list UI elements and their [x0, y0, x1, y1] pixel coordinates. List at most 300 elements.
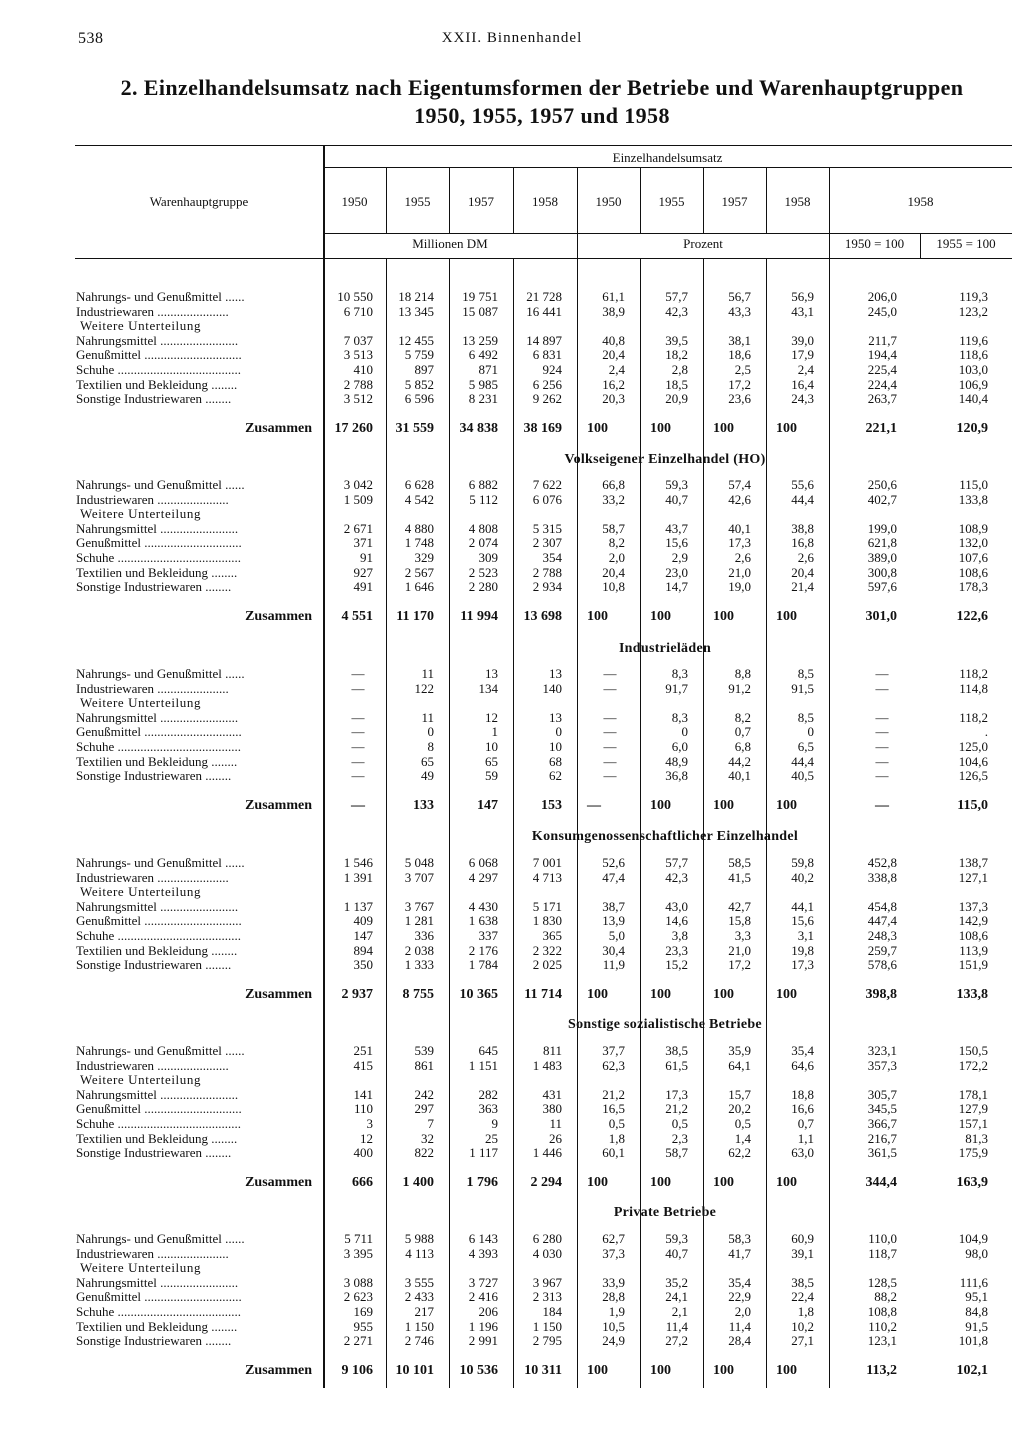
table-row [0, 754, 1024, 769]
table-cell: 2 074 [468, 535, 498, 551]
table-cell: 17,3 [665, 1086, 688, 1102]
table-cell: 3,1 [797, 928, 814, 943]
row-label: Weitere Unterteilung [80, 695, 202, 711]
total-cell: 100 [776, 609, 797, 624]
table-row [0, 1116, 1024, 1131]
table-cell: 39,1 [791, 1245, 814, 1261]
table-cell: 38,1 [728, 332, 751, 348]
table-cell: 118,7 [868, 1245, 897, 1261]
table-cell: 2,3 [671, 1130, 688, 1146]
table-cell: 447,4 [867, 913, 897, 929]
table-row [0, 550, 1024, 565]
total-cell: — [351, 798, 365, 813]
table-cell: 27,2 [665, 1333, 688, 1349]
table-cell: 3 395 [343, 1245, 373, 1261]
unit-millionen-dm: Millionen DM [412, 236, 488, 251]
table-cell: 64,6 [791, 1057, 814, 1073]
table-top-rule [75, 145, 1012, 146]
row-label: Textilien und Bekleidung ........ [76, 1130, 238, 1146]
table-cell: 0 [807, 724, 814, 740]
total-cell: 100 [713, 1363, 734, 1378]
table-cell: 44,4 [791, 753, 814, 769]
table-row [0, 739, 1024, 754]
table-cell: 1 646 [404, 579, 434, 595]
total-cell: — [875, 798, 889, 813]
table-cell: 13 259 [462, 332, 498, 348]
table-cell: — [351, 709, 365, 725]
table-cell: 178,3 [958, 579, 988, 595]
table-cell: 91,2 [728, 680, 751, 696]
table-cell: 8,3 [671, 709, 688, 725]
table-cell: 2 280 [468, 579, 498, 595]
total-cell: 8 755 [402, 987, 434, 1002]
row-label: Nahrungs- und Genußmittel ...... [76, 1231, 245, 1246]
table-cell: 35,4 [791, 1043, 814, 1058]
table-cell: 24,3 [791, 391, 814, 407]
row-label: Nahrungsmittel ........................ [76, 1086, 239, 1102]
table-cell: 1 117 [469, 1145, 498, 1161]
table-row [0, 391, 1024, 406]
table-cell: 4 808 [468, 520, 498, 536]
table-cell: 38,5 [791, 1274, 814, 1290]
table-cell: 822 [414, 1145, 434, 1161]
table-cell: 2 795 [532, 1333, 562, 1349]
table-cell: 56,9 [791, 289, 814, 304]
table-cell: 20,2 [728, 1101, 751, 1117]
table-row [0, 710, 1024, 725]
total-cell: 10 311 [524, 1363, 562, 1378]
table-row [0, 1275, 1024, 1290]
table-cell: 13 345 [398, 303, 434, 319]
table-cell: 58,7 [665, 1145, 688, 1161]
table-cell: 58,5 [728, 855, 751, 870]
table-cell: 10,8 [602, 579, 625, 595]
row-label: Textilien und Bekleidung ........ [76, 564, 238, 580]
row-label: Schuhe ...................................... [76, 739, 242, 754]
table-cell: 10 550 [337, 289, 373, 304]
table-cell: 4 030 [532, 1245, 562, 1261]
total-cell: 344,4 [865, 1175, 897, 1190]
total-cell: 100 [587, 1175, 608, 1190]
total-cell: 100 [650, 1175, 671, 1190]
table-cell: 32 [421, 1130, 434, 1146]
table-cell: 24,9 [602, 1333, 625, 1349]
table-cell: — [351, 666, 365, 681]
total-cell: — [587, 798, 601, 813]
table-cell: 337 [478, 928, 498, 943]
table-cell: 6 596 [404, 391, 434, 407]
unit-header-rule [323, 233, 1012, 234]
table-cell: — [875, 680, 889, 696]
table-cell: 11,9 [602, 957, 625, 973]
table-cell: 127,9 [958, 1101, 988, 1117]
table-cell: 118,6 [959, 347, 988, 363]
row-label: Schuhe ...................................... [76, 362, 242, 377]
table-cell: 263,7 [867, 391, 897, 407]
table-cell: 19 751 [462, 289, 498, 304]
total-cell: 1 400 [402, 1175, 434, 1190]
table-cell: 329 [414, 550, 434, 565]
total-cell: 17 260 [334, 421, 373, 436]
row-label: Schuhe ...................................... [76, 550, 242, 565]
total-cell: 100 [650, 1363, 671, 1378]
row-label: Industriewaren ...................... [76, 1057, 229, 1073]
table-cell: 147 [353, 928, 373, 943]
total-cell: 100 [776, 798, 797, 813]
table-cell: 491 [353, 579, 373, 595]
row-label: Schuhe ...................................... [76, 928, 242, 943]
table-cell: 5 315 [532, 520, 562, 536]
table-cell: 38,5 [665, 1043, 688, 1058]
table-cell: 1 784 [468, 957, 498, 973]
total-cell: 31 559 [395, 421, 434, 436]
total-cell: 115,0 [957, 798, 988, 813]
table-cell: 1 333 [404, 957, 434, 973]
table-cell: 40,7 [665, 491, 688, 507]
subdivision-heading [0, 506, 1024, 521]
table-cell: 23,3 [665, 942, 688, 958]
table-cell: 18,8 [791, 1086, 814, 1102]
table-cell: 1,9 [608, 1304, 625, 1319]
table-row [0, 913, 1024, 928]
table-cell: 4 542 [404, 491, 434, 507]
table-cell: 245,0 [867, 303, 897, 319]
table-cell: 15,6 [665, 535, 688, 551]
section-title: Konsumgenossenschaftlicher Einzelhandel [531, 829, 799, 844]
index-1955-header: 1955 = 100 [936, 236, 996, 251]
row-label: Nahrungs- und Genußmittel ...... [76, 1043, 245, 1058]
page-number: 538 [78, 30, 104, 47]
table-cell: 30,4 [602, 942, 625, 958]
table-cell: 3 727 [468, 1274, 498, 1290]
total-cell: 100 [650, 421, 671, 436]
table-cell: 17,2 [728, 376, 751, 392]
table-cell: 91,5 [965, 1318, 988, 1334]
table-cell: 19,8 [791, 942, 814, 958]
table-cell: 62,2 [728, 1145, 751, 1161]
table-cell: 62,7 [602, 1231, 625, 1246]
table-row [0, 1087, 1024, 1102]
table-cell: 19,0 [728, 579, 751, 595]
row-label: Genußmittel .............................. [76, 1101, 242, 1117]
table-cell: 13 [485, 666, 498, 681]
table-cell: 2,9 [671, 550, 688, 565]
subdivision-heading [0, 695, 1024, 710]
table-cell: 1,8 [608, 1130, 625, 1146]
table-cell: 37,3 [602, 1245, 625, 1261]
table-cell: 1 748 [404, 535, 434, 551]
table-cell: 137,3 [958, 898, 988, 914]
table-cell: 18,2 [665, 347, 688, 363]
table-cell: 2,0 [734, 1304, 751, 1319]
table-cell: 6 882 [468, 477, 498, 492]
total-cell: 147 [477, 798, 498, 813]
row-label: Textilien und Bekleidung ........ [76, 753, 238, 769]
table-cell: 1 151 [468, 1057, 498, 1073]
table-cell: 366,7 [867, 1116, 897, 1131]
table-cell: 110,2 [868, 1318, 897, 1334]
total-row [0, 987, 1024, 1002]
table-cell: 40,7 [665, 1245, 688, 1261]
table-cell: 108,8 [867, 1304, 897, 1319]
table-cell: 13,9 [602, 913, 625, 929]
table-cell: 35,4 [728, 1274, 751, 1290]
table-cell: 300,8 [867, 564, 897, 580]
table-cell: 2,6 [734, 550, 751, 565]
table-row [0, 347, 1024, 362]
table-cell: 2 433 [404, 1289, 434, 1305]
table-cell: 6 280 [532, 1231, 562, 1246]
table-cell: 259,7 [867, 942, 897, 958]
table-row [0, 666, 1024, 681]
total-cell: 10 536 [459, 1363, 498, 1378]
table-cell: 134 [478, 680, 498, 696]
row-label: Weitere Unterteilung [80, 506, 202, 522]
table-cell: 64,1 [728, 1057, 751, 1073]
row-label: Sonstige Industriewaren ........ [76, 579, 232, 595]
total-row [0, 1175, 1024, 1190]
table-cell: 409 [353, 913, 373, 929]
table-cell: 17,3 [728, 535, 751, 551]
row-label: Industriewaren ...................... [76, 869, 229, 885]
table-cell: 21,0 [728, 942, 751, 958]
table-cell: 21,0 [728, 564, 751, 580]
table-cell: 11,4 [728, 1318, 751, 1334]
table-cell: 21 728 [526, 289, 562, 304]
table-cell: 4 393 [468, 1245, 498, 1261]
table-cell: 101,8 [958, 1333, 988, 1349]
table-cell: . [984, 724, 988, 740]
table-cell: 11,4 [665, 1318, 688, 1334]
table-cell: 15,7 [728, 1086, 751, 1102]
table-cell: 811 [542, 1043, 562, 1058]
table-cell: 14 897 [526, 332, 562, 348]
table-cell: — [603, 709, 617, 725]
table-cell: 108,6 [958, 564, 988, 580]
stub-header: Warenhauptgruppe [149, 194, 249, 209]
total-cell: 666 [352, 1175, 373, 1190]
row-label: Nahrungsmittel ........................ [76, 898, 239, 914]
table-cell: 107,6 [958, 550, 988, 565]
total-cell: 100 [587, 421, 608, 436]
table-cell: 8,5 [797, 666, 814, 681]
table-cell: 81,3 [965, 1130, 988, 1146]
table-cell: 897 [414, 362, 434, 377]
table-cell: 84,8 [965, 1304, 988, 1319]
total-cell: 100 [713, 609, 734, 624]
table-cell: 1 546 [343, 855, 373, 870]
total-label: Zusammen [245, 1175, 312, 1190]
table-cell: 10,2 [791, 1318, 814, 1334]
total-cell: 163,9 [956, 1175, 988, 1190]
table-row [0, 362, 1024, 377]
table-cell: — [875, 768, 889, 784]
table-cell: 110,0 [868, 1231, 897, 1246]
table-title-line-1: 2. Einzelhandelsumsatz nach Eigentumsformen der Betriebe und Warenhauptgruppen [120, 75, 964, 100]
table-cell: 16,5 [602, 1101, 625, 1117]
table-cell: 2 025 [532, 957, 562, 973]
table-cell: 248,3 [867, 928, 897, 943]
total-cell: 102,1 [956, 1363, 988, 1378]
table-cell: 3 767 [404, 898, 434, 914]
table-cell: 17,2 [728, 957, 751, 973]
row-label: Sonstige Industriewaren ........ [76, 391, 232, 407]
table-cell: 1 391 [343, 869, 373, 885]
table-cell: 5 711 [344, 1231, 373, 1246]
year-header: 1955 [658, 194, 685, 209]
total-row [0, 798, 1024, 813]
table-cell: 60,9 [791, 1231, 814, 1246]
table-cell: — [603, 753, 617, 769]
table-cell: 57,7 [665, 289, 688, 304]
table-row [0, 1231, 1024, 1246]
table-cell: 8 [427, 739, 434, 754]
table-row [0, 289, 1024, 304]
table-cell: 11 [421, 666, 434, 681]
table-cell: 5 988 [404, 1231, 434, 1246]
table-cell: 297 [414, 1101, 434, 1117]
table-cell: 47,4 [602, 869, 625, 885]
table-cell: 0 [427, 724, 434, 740]
table-cell: 16,2 [602, 376, 625, 392]
section-title: Private Betriebe [613, 1205, 717, 1220]
table-cell: 2 934 [532, 579, 562, 595]
table-cell: 5 985 [468, 376, 498, 392]
table-cell: 2 523 [468, 564, 498, 580]
table-cell: 138,7 [958, 855, 988, 870]
table-cell: 1,1 [797, 1130, 814, 1146]
table-cell: 6 710 [343, 303, 373, 319]
year-header: 1957 [468, 194, 494, 209]
table-cell: 2 038 [404, 942, 434, 958]
table-cell: 345,5 [867, 1101, 897, 1117]
table-cell: 415 [353, 1057, 373, 1073]
table-cell: 61,1 [602, 289, 625, 304]
table-cell: 62,3 [602, 1057, 625, 1073]
table-cell: 365 [542, 928, 562, 943]
table-cell: 217 [414, 1304, 434, 1319]
table-cell: 6 068 [468, 855, 498, 870]
table-cell: 55,6 [791, 477, 814, 492]
table-cell: 927 [353, 564, 373, 580]
table-cell: 2 567 [404, 564, 434, 580]
total-cell: 9 106 [341, 1363, 373, 1378]
table-cell: 1 [491, 724, 498, 740]
table-cell: 6 143 [468, 1231, 498, 1246]
table-cell: 8,5 [797, 709, 814, 725]
total-label: Zusammen [245, 421, 312, 436]
index-1950-header: 1950 = 100 [844, 236, 905, 251]
table-row [0, 1145, 1024, 1160]
table-cell: 40,5 [791, 768, 814, 784]
total-row [0, 1363, 1024, 1378]
table-cell: 0,7 [734, 724, 751, 740]
table-cell: 104,9 [958, 1231, 988, 1246]
table-cell: 2 322 [532, 942, 562, 958]
total-cell: 38 169 [523, 421, 562, 436]
table-cell: 6,0 [671, 739, 688, 754]
table-cell: 2 788 [532, 564, 562, 580]
table-cell: 3 513 [343, 347, 373, 363]
table-cell: 2 416 [468, 1289, 498, 1305]
table-cell: 106,9 [958, 376, 988, 392]
row-label: Textilien und Bekleidung ........ [76, 376, 238, 392]
table-cell: 2,0 [608, 550, 625, 565]
table-cell: 3 967 [532, 1274, 562, 1290]
table-cell: 39,5 [665, 332, 688, 348]
table-cell: 20,3 [602, 391, 625, 407]
table-cell: 2 307 [532, 535, 562, 551]
table-cell: 49 [421, 768, 434, 784]
table-cell: 282 [478, 1086, 498, 1102]
total-label: Zusammen [245, 609, 312, 624]
table-cell: 2 623 [343, 1289, 373, 1305]
table-cell: 206,0 [867, 289, 897, 304]
table-cell: 9 262 [532, 391, 562, 407]
table-cell: 15,8 [728, 913, 751, 929]
index-year-header: 1958 [907, 194, 934, 209]
table-row [0, 1131, 1024, 1146]
table-title [72, 74, 1012, 130]
table-cell: 0 [555, 724, 562, 740]
total-row [0, 609, 1024, 624]
total-cell: 1 796 [466, 1175, 498, 1190]
subdivision-heading [0, 1072, 1024, 1087]
table-cell: 25 [485, 1130, 498, 1146]
table-title-line-2: 1950, 1955, 1957 und 1958 [414, 103, 670, 128]
table-cell: 27,1 [791, 1333, 814, 1349]
table-cell: 1 196 [468, 1318, 498, 1334]
table-cell: 0 [681, 724, 688, 740]
table-row [0, 579, 1024, 594]
table-row [0, 1043, 1024, 1058]
total-cell: 100 [713, 1175, 734, 1190]
table-cell: 338,8 [867, 869, 897, 885]
table-cell: 58,3 [728, 1231, 751, 1246]
table-cell: 1 509 [343, 491, 373, 507]
table-cell: 4 880 [404, 520, 434, 536]
total-cell: 11 994 [460, 609, 498, 624]
total-cell: 100 [713, 798, 734, 813]
table-cell: 1 446 [532, 1145, 562, 1161]
year-header: 1955 [404, 194, 431, 209]
table-cell: 140 [542, 680, 562, 696]
table-cell: 169 [353, 1304, 373, 1319]
table-cell: 108,9 [958, 520, 988, 536]
table-cell: 41,5 [728, 869, 751, 885]
total-cell: 100 [776, 1363, 797, 1378]
table-cell: 2,5 [734, 362, 751, 377]
table-cell: 56,7 [728, 289, 751, 304]
table-cell: 5,0 [608, 928, 625, 943]
row-label: Nahrungs- und Genußmittel ...... [76, 666, 245, 681]
table-cell: 955 [353, 1318, 373, 1334]
table-cell: 431 [542, 1086, 562, 1102]
table-cell: 98,0 [965, 1245, 988, 1261]
table-cell: 4 713 [532, 869, 562, 885]
subdivision-heading [0, 1260, 1024, 1275]
table-cell: — [603, 724, 617, 740]
year-header: 1950 [341, 194, 368, 209]
table-cell: 380 [542, 1101, 562, 1117]
table-cell: 40,1 [728, 520, 751, 536]
table-cell: 3 707 [404, 869, 434, 885]
table-cell: 65 [485, 753, 498, 769]
table-cell: 2 671 [343, 520, 373, 536]
table-cell: 5 759 [404, 347, 434, 363]
table-cell: 336 [414, 928, 434, 943]
table-cell: 578,6 [867, 957, 897, 973]
